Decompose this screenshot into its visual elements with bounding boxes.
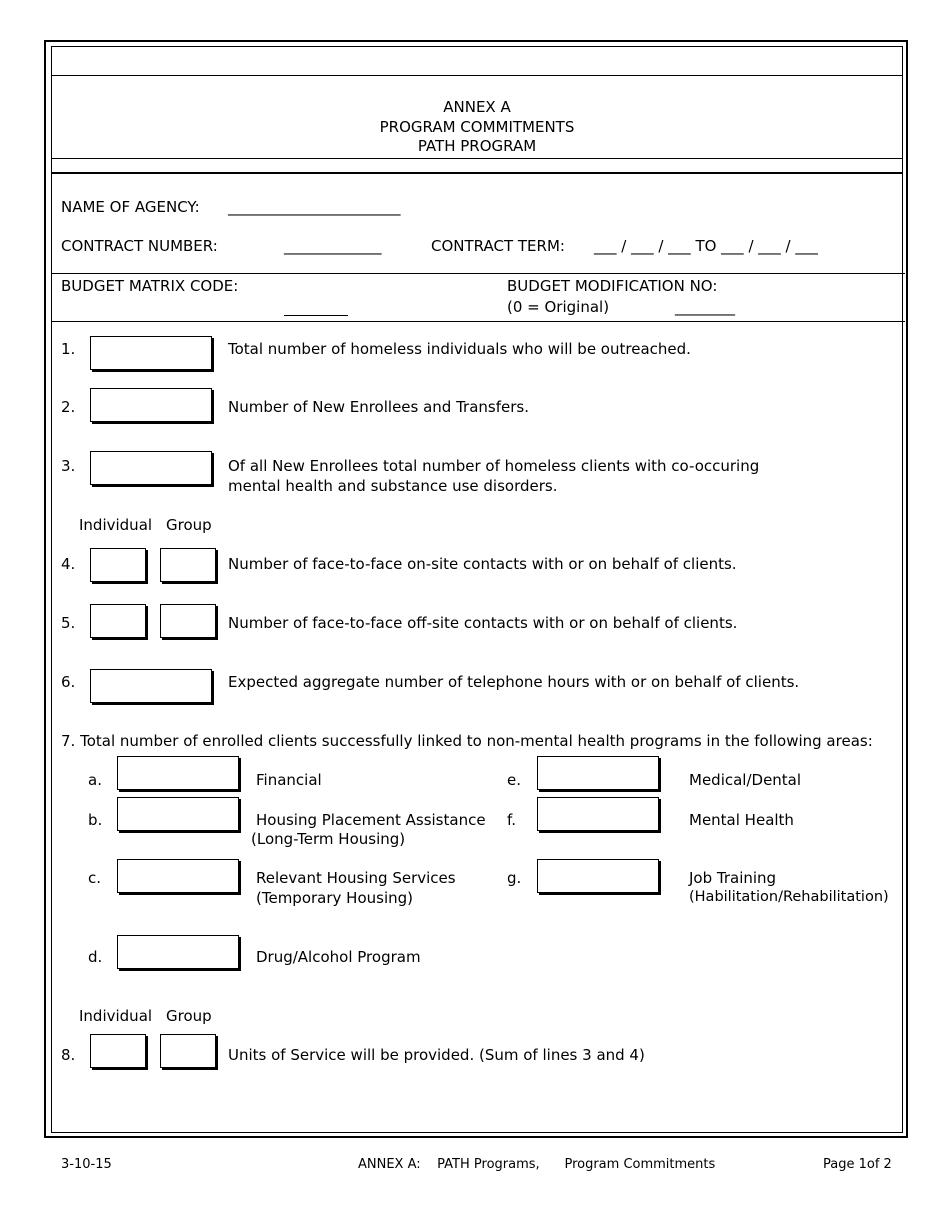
item-7g-label: Job Training: [689, 869, 777, 887]
item-4-group-input[interactable]: [160, 548, 216, 582]
budget-matrix-label: BUDGET MATRIX CODE:: [61, 277, 239, 295]
item-7c-sub: (Temporary Housing): [256, 889, 414, 907]
footer-title: ANNEX A: PATH Programs, Program Commitments: [358, 1157, 716, 1172]
item-8-text: Units of Service will be provided. (Sum of lines 3 and 4): [228, 1046, 645, 1064]
item-7b-label: Housing Placement Assistance: [256, 811, 486, 829]
contract-term-blank[interactable]: ___ / ___ / ___ TO ___ / ___ / ___: [594, 237, 818, 255]
item-7b-sub: (Long-Term Housing): [251, 830, 406, 848]
item-3-text-line1: Of all New Enrollees total number of homeless clients with co-occuring: [228, 457, 760, 475]
budget-mod-blank[interactable]: ________: [675, 298, 735, 316]
individual-header: Individual: [79, 1007, 153, 1025]
agency-name-label: NAME OF AGENCY:: [61, 198, 200, 216]
item-7e-input[interactable]: [537, 756, 659, 790]
item-2-input[interactable]: [90, 388, 212, 422]
item-7f-input[interactable]: [537, 797, 659, 831]
item-6-text: Expected aggregate number of telephone hours with or on behalf of clients.: [228, 673, 800, 691]
item-7d-letter: d.: [88, 948, 103, 966]
item-2-text: Number of New Enrollees and Transfers.: [228, 398, 529, 416]
item-7c-letter: c.: [88, 869, 102, 887]
budget-mod-note: (0 = Original): [507, 298, 610, 316]
item-4-text: Number of face-to-face on-site contacts with or on behalf of clients.: [228, 555, 737, 573]
divider: [51, 321, 905, 322]
item-7b-input[interactable]: [117, 797, 239, 831]
divider: [51, 75, 903, 76]
divider: [51, 273, 905, 274]
contract-term-label: CONTRACT TERM:: [431, 237, 565, 255]
budget-matrix-blank[interactable]: [284, 315, 348, 316]
item-7g-sub: (Habilitation/Rehabilitation): [689, 889, 889, 905]
item-number: 6.: [61, 673, 76, 691]
page-title: [51, 98, 903, 157]
item-7-text: 7. Total number of enrolled clients successfully linked to non-mental health programs in the following areas:: [61, 732, 873, 750]
item-number: 8.: [61, 1046, 76, 1064]
item-1-text: Total number of homeless individuals who will be outreached.: [228, 340, 691, 358]
item-7d-label: Drug/Alcohol Program: [256, 948, 421, 966]
agency-name-blank[interactable]: _______________________: [228, 198, 401, 216]
title-line-2: PROGRAM COMMITMENTS: [379, 117, 575, 136]
item-7a-letter: a.: [88, 771, 102, 789]
item-5-individual-input[interactable]: [90, 604, 146, 638]
item-number: 5.: [61, 614, 76, 632]
item-7f-letter: f.: [507, 811, 516, 829]
divider: [51, 158, 903, 159]
group-header: Group: [166, 516, 212, 534]
item-7c-label: Relevant Housing Services: [256, 869, 456, 887]
item-5-group-input[interactable]: [160, 604, 216, 638]
item-5-text: Number of face-to-face off-site contacts with or on behalf of clients.: [228, 614, 738, 632]
individual-header: Individual: [79, 516, 153, 534]
item-7f-label: Mental Health: [689, 811, 794, 829]
footer-page-number: Page 1of 2: [823, 1157, 892, 1172]
item-7g-letter: g.: [507, 869, 522, 887]
budget-mod-label: BUDGET MODIFICATION NO:: [507, 277, 718, 295]
item-7d-input[interactable]: [117, 935, 239, 969]
item-8-individual-input[interactable]: [90, 1034, 146, 1068]
item-7g-input[interactable]: [537, 859, 659, 893]
item-number: 1.: [61, 340, 76, 358]
item-3-input[interactable]: [90, 451, 212, 485]
item-7b-letter: b.: [88, 811, 103, 829]
item-number: 4.: [61, 555, 76, 573]
item-4-individual-input[interactable]: [90, 548, 146, 582]
item-number: 2.: [61, 398, 76, 416]
item-number: 3.: [61, 457, 76, 475]
contract-number-label: CONTRACT NUMBER:: [61, 237, 218, 255]
item-8-group-input[interactable]: [160, 1034, 216, 1068]
item-6-input[interactable]: [90, 669, 212, 703]
item-7e-letter: e.: [507, 771, 521, 789]
item-7e-label: Medical/Dental: [689, 771, 802, 789]
item-7c-input[interactable]: [117, 859, 239, 893]
item-3-text-line2: mental health and substance use disorders.: [228, 477, 558, 495]
divider: [51, 172, 903, 174]
item-7a-label: Financial: [256, 771, 322, 789]
title-line-1: ANNEX A: [443, 98, 511, 116]
title-line-3: PATH PROGRAM: [417, 137, 537, 155]
group-header: Group: [166, 1007, 212, 1025]
footer-date: 3-10-15: [61, 1157, 112, 1172]
item-1-input[interactable]: [90, 336, 212, 370]
contract-number-blank[interactable]: _____________: [284, 237, 382, 255]
item-7a-input[interactable]: [117, 756, 239, 790]
